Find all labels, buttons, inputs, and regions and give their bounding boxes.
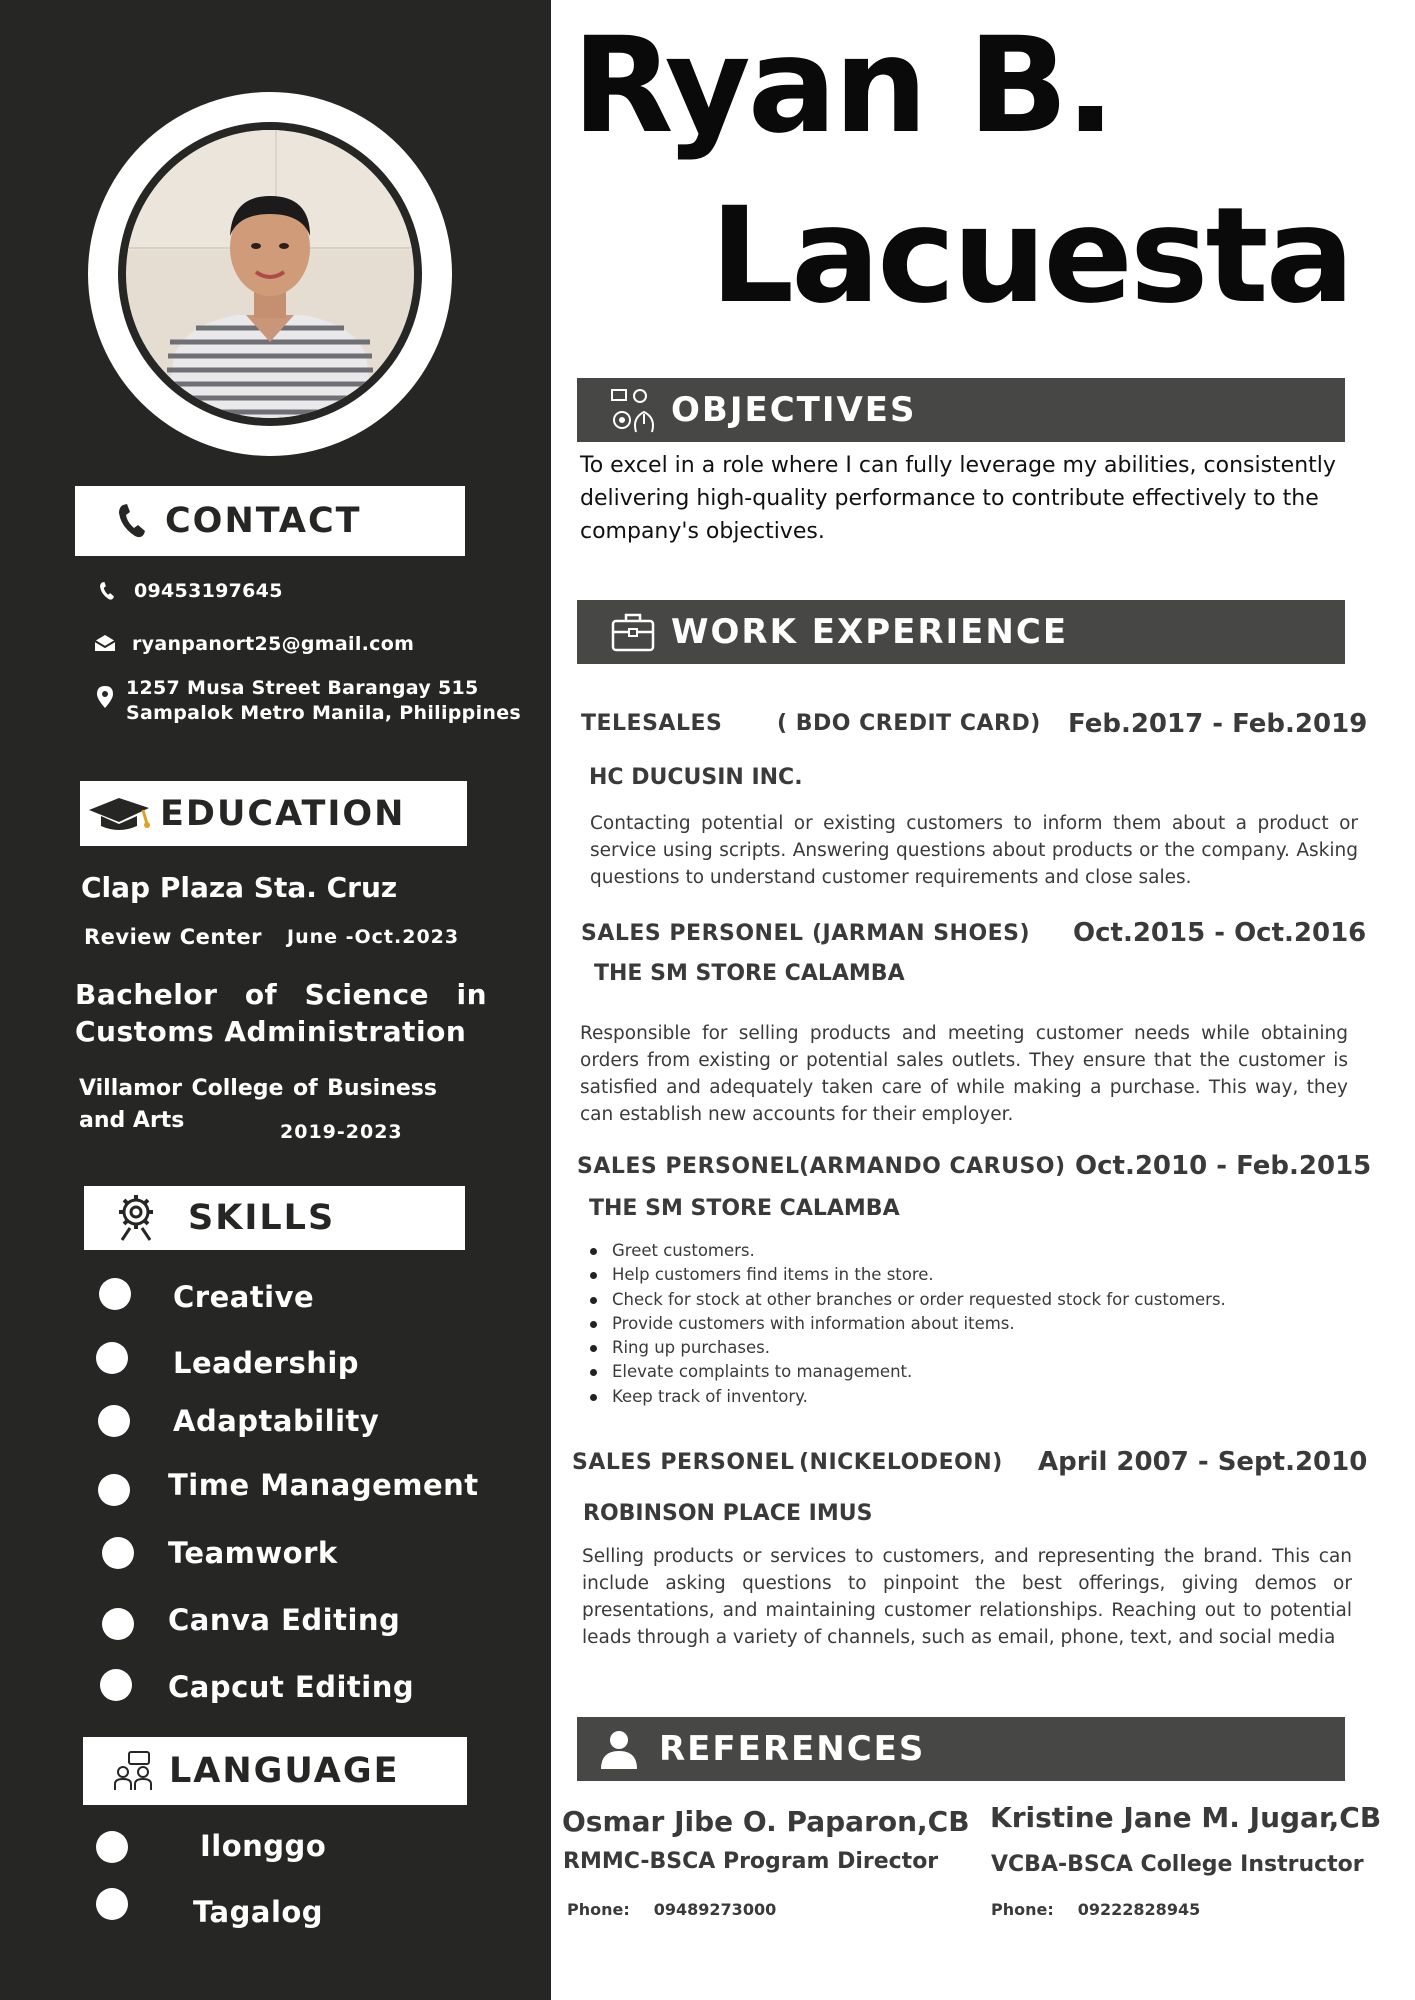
job-company: THE SM STORE CALAMBA (589, 1196, 900, 1221)
job-duties-list (587, 1239, 1307, 1409)
college-line-1: Villamor College of Business (79, 1076, 437, 1101)
job-dates: Oct.2015 - Oct.2016 (1073, 918, 1367, 948)
job-dates: Feb.2017 - Feb.2019 (1068, 709, 1368, 739)
contact-address (92, 676, 521, 726)
job-dates: Oct.2010 - Feb.2015 (1075, 1151, 1372, 1181)
review-school: Clap Plaza Sta. Cruz (81, 871, 398, 904)
education-heading-box (80, 781, 467, 846)
reference-role: VCBA-BSCA College Instructor (991, 1852, 1364, 1877)
phone-value: 09453197645 (134, 580, 283, 602)
list-item: Keep track of inventory. (587, 1385, 1307, 1409)
skills-heading: SKILLS (188, 1198, 336, 1238)
envelope-icon (92, 634, 118, 652)
language-bullet (96, 1888, 128, 1920)
job-description: Contacting potential or existing customers to inform them about a product or service using scripts. Answering questions about products or the company. Asking questions to understand customer requirements and close sales. (590, 813, 1358, 888)
review-dates: June -Oct.2023 (287, 926, 460, 948)
skill-item: Canva Editing (168, 1603, 401, 1637)
objectives-heading-bar (577, 378, 1345, 442)
job-role: SALES PERSONEL (577, 1154, 800, 1179)
reference-role: RMMC-BSCA Program Director (563, 1849, 939, 1874)
skill-bullet (99, 1278, 131, 1310)
skill-bullet (98, 1474, 130, 1506)
college-line-2: and Arts (79, 1108, 185, 1133)
skill-bullet (100, 1669, 132, 1701)
contact-heading-box (75, 486, 465, 556)
contact-email (92, 633, 414, 655)
job-role: SALES PERSONEL (572, 1450, 795, 1475)
references-heading: REFERENCES (659, 1729, 926, 1769)
reference-name: Kristine Jane M. Jugar,CB (990, 1801, 1382, 1834)
language-bullet (96, 1831, 128, 1863)
language-item: Ilonggo (200, 1829, 327, 1863)
language-item: Tagalog (193, 1895, 324, 1929)
review-center: Review Center (84, 925, 262, 949)
first-name: Ryan B. (572, 9, 1113, 163)
job-client: (ARMANDO CARUSO) (799, 1154, 1066, 1179)
people-chat-icon (113, 1750, 155, 1792)
job-description: Selling products or services to customers, and representing the brand. This can include asking questions to pinpoint the best offerings, giving demos or presentations, and maintaining customer relationships. Reaching out to potential leads through a variety of channels, such as email, phone, text, and social media (582, 1546, 1352, 1648)
profile-photo-frame (88, 92, 452, 456)
briefcase-icon (610, 612, 656, 652)
contact-phone (94, 580, 283, 602)
skill-item: Leadership (173, 1346, 360, 1380)
contact-heading: CONTACT (165, 501, 362, 541)
skill-item: Creative (173, 1280, 315, 1314)
graduation-cap-icon (84, 794, 154, 834)
email-value: ryanpanort25@gmail.com (132, 633, 415, 655)
user-icon (597, 1729, 641, 1769)
job-client: ( BDO CREDIT CARD) (777, 711, 1041, 736)
degree-line-2: Customs Administration (75, 1015, 467, 1048)
objectives-heading: OBJECTIVES (671, 390, 917, 430)
work-experience-heading-bar (577, 600, 1345, 664)
college-years: 2019-2023 (280, 1121, 403, 1143)
language-heading: LANGUAGE (169, 1751, 400, 1791)
job-client: (JARMAN SHOES) (812, 921, 1031, 946)
job-company: THE SM STORE CALAMBA (594, 961, 905, 986)
reference-phone (991, 1900, 1200, 1919)
reference-name: Osmar Jibe O. Paparon,CB (562, 1805, 970, 1838)
skills-heading-box (84, 1186, 465, 1250)
location-pin-icon (92, 686, 118, 708)
sidebar (0, 0, 551, 2000)
address-line-2: Sampalok Metro Manila, Philippines (126, 702, 522, 724)
list-item: Help customers find items in the store. (587, 1263, 1307, 1287)
job-company: ROBINSON PLACE IMUS (583, 1501, 873, 1526)
phone-label: Phone: (567, 1900, 630, 1919)
job-company: HC DUCUSIN INC. (589, 765, 803, 790)
job-description: Responsible for selling products and meeting customer needs while obtaining orders from existing or potential sales outlets. They ensure that the customer is satisfied and adequately taken care of while making a purchase. This way, they can establish new accounts for their employer. (580, 1023, 1348, 1125)
skill-bullet (102, 1608, 134, 1640)
degree-line-1: Bachelor of Science in (75, 978, 487, 1011)
address-line-1: 1257 Musa Street Barangay 515 (126, 677, 479, 699)
skill-bullet (102, 1537, 134, 1569)
job-role: SALES PERSONEL (581, 921, 804, 946)
skill-bullet (98, 1405, 130, 1437)
skill-item: Time Management (168, 1468, 479, 1502)
education-heading: EDUCATION (160, 793, 406, 834)
skill-bullet (96, 1342, 128, 1374)
references-heading-bar (577, 1717, 1345, 1781)
job-dates: April 2007 - Sept.2010 (1038, 1447, 1368, 1477)
target-ideas-icon (609, 386, 661, 434)
work-experience-heading: WORK EXPERIENCE (671, 612, 1069, 652)
skill-item: Teamwork (168, 1536, 338, 1570)
skill-item: Adaptability (173, 1404, 380, 1438)
job-role: TELESALES (581, 711, 723, 736)
objective-text: To excel in a role where I can fully leverage my abilities, consistently delivering high-quality performance to contribute effectively to the company's objectives. (580, 453, 1336, 544)
list-item: Elevate complaints to management. (587, 1360, 1307, 1384)
gear-icon (114, 1194, 158, 1242)
list-item: Greet customers. (587, 1239, 1307, 1263)
language-heading-box (83, 1737, 467, 1805)
phone-small-icon (94, 581, 120, 601)
last-name: Lacuesta (710, 179, 1352, 333)
phone-number: 09489273000 (653, 1900, 777, 1919)
phone-label: Phone: (991, 1900, 1054, 1919)
profile-photo (126, 130, 414, 418)
list-item: Ring up purchases. (587, 1336, 1307, 1360)
phone-icon (115, 503, 149, 539)
list-item: Check for stock at other branches or order requested stock for customers. (587, 1288, 1307, 1312)
reference-phone (567, 1900, 776, 1919)
phone-number: 09222828945 (1077, 1900, 1201, 1919)
skill-item: Capcut Editing (168, 1670, 415, 1704)
list-item: Provide customers with information about items. (587, 1312, 1307, 1336)
job-client: (NICKELODEON) (799, 1450, 1003, 1475)
